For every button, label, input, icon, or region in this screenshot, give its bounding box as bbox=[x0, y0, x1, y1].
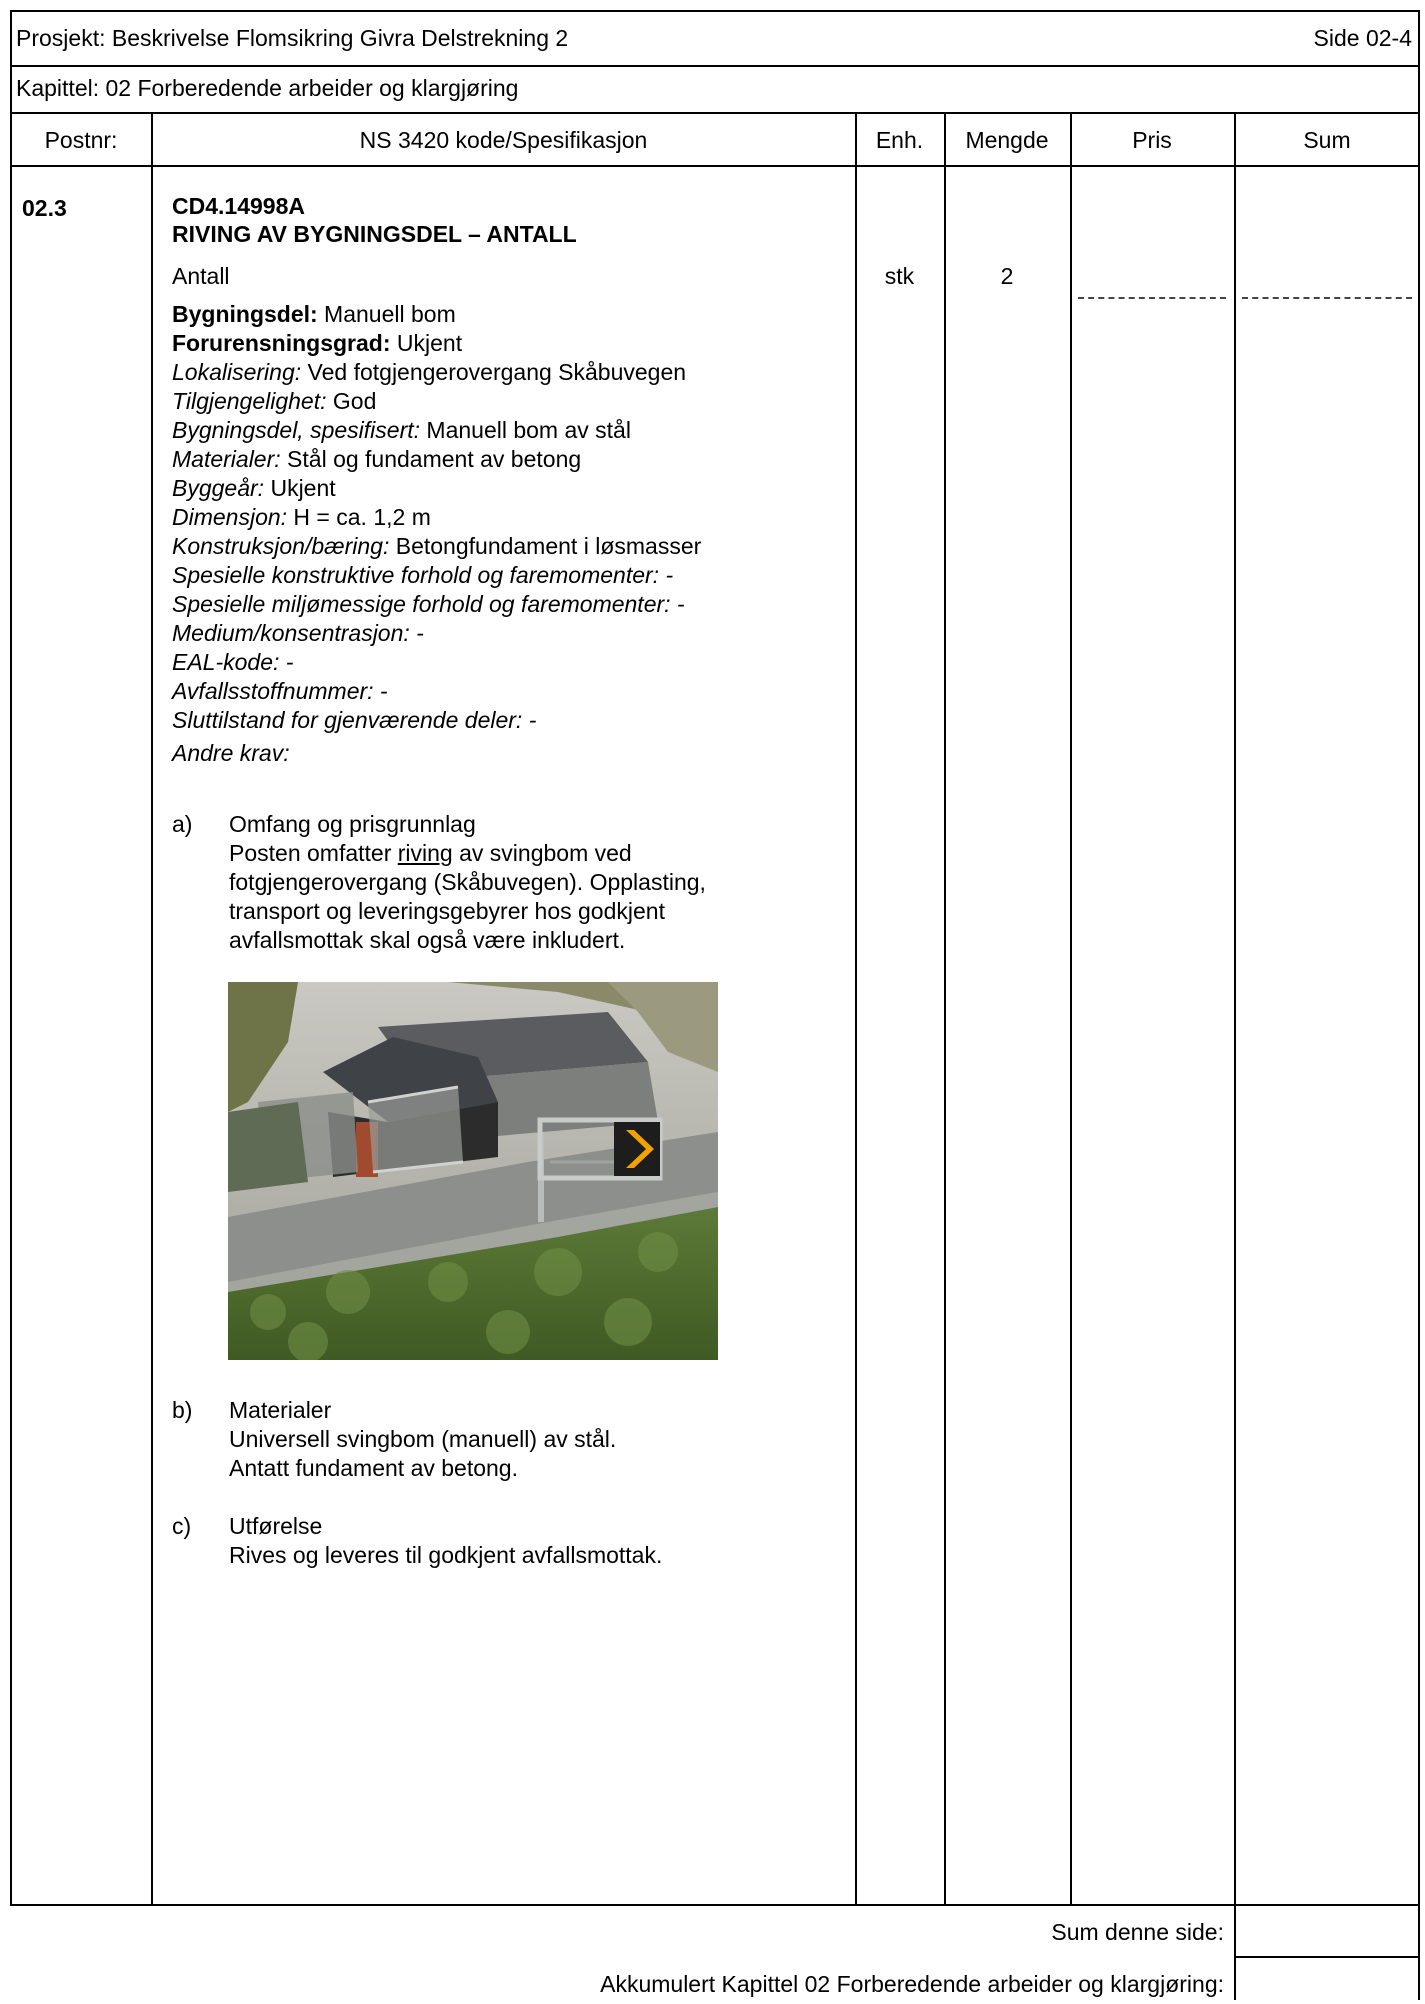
rule-chapter bbox=[10, 112, 1420, 114]
section-a-marker: a) bbox=[172, 811, 193, 837]
price-entry-line bbox=[1078, 297, 1226, 299]
field-avfallsstoffnummer: Avfallsstoffnummer: - bbox=[172, 678, 388, 704]
section-a-line1: Posten omfatter riving av svingbom ved bbox=[229, 840, 632, 866]
rule-columns bbox=[10, 165, 1420, 167]
section-a bbox=[172, 810, 862, 960]
item-title: RIVING AV BYGNINGSDEL – ANTALL bbox=[172, 221, 577, 247]
section-b bbox=[172, 1396, 862, 1496]
spec-fields bbox=[172, 300, 862, 768]
field-bygningsdel: Bygningsdel: Manuell bom bbox=[172, 301, 456, 327]
rule-top bbox=[10, 10, 1420, 12]
field-konstruktive-forhold: Spesielle konstruktive forhold og faremomenter: - bbox=[172, 562, 674, 588]
section-b-heading: Materialer bbox=[229, 1397, 332, 1423]
col-divider-qty bbox=[1070, 112, 1072, 1905]
item-postnr: 02.3 bbox=[22, 195, 67, 221]
field-forurensningsgrad: Forurensningsgrad: Ukjent bbox=[172, 330, 463, 356]
field-dimensjon: Dimensjon: H = ca. 1,2 m bbox=[172, 504, 431, 530]
col-header-sum: Sum bbox=[1303, 127, 1351, 153]
col-header-spec: NS 3420 kode/Spesifikasjon bbox=[359, 127, 648, 153]
section-b-marker: b) bbox=[172, 1397, 193, 1423]
section-a-line3: transport og leveringsgebyrer hos godkjent bbox=[229, 898, 665, 924]
section-a-heading: Omfang og prisgrunnlag bbox=[229, 811, 476, 837]
field-tilgjengelighet: Tilgjengelighet: God bbox=[172, 388, 377, 414]
field-miljomessige-forhold: Spesielle miljømessige forhold og faremomenter: - bbox=[172, 591, 685, 617]
section-c-marker: c) bbox=[172, 1513, 192, 1539]
col-header-postnr: Postnr: bbox=[44, 127, 118, 153]
item-code: CD4.14998A bbox=[172, 193, 305, 219]
page-number: Side 02-4 bbox=[1313, 25, 1412, 51]
field-materialer: Materialer: Stål og fundament av betong bbox=[172, 446, 582, 472]
field-konstruksjon: Konstruksjon/bæring: Betongfundament i løsmasser bbox=[172, 533, 702, 559]
chapter-title: Kapittel: 02 Forberedende arbeider og klargjøring bbox=[16, 75, 519, 101]
col-header-price: Pris bbox=[1132, 127, 1172, 153]
section-c-heading: Utførelse bbox=[229, 1513, 323, 1539]
col-divider-unit bbox=[944, 112, 946, 1905]
section-b-line1: Universell svingbom (manuell) av stål. bbox=[229, 1426, 617, 1452]
field-andre-krav: Andre krav: bbox=[172, 740, 290, 766]
sum-entry-line bbox=[1242, 297, 1412, 299]
rule-left bbox=[10, 10, 12, 1905]
field-sluttilstand: Sluttilstand for gjenværende deler: - bbox=[172, 707, 537, 733]
section-c-line1: Rives og leveres til godkjent avfallsmottak. bbox=[229, 1542, 663, 1568]
section-c bbox=[172, 1512, 862, 1582]
field-bygningsdel-spesifisert: Bygningsdel, spesifisert: Manuell bom av stål bbox=[172, 417, 631, 443]
field-eal-kode: EAL-kode: - bbox=[172, 649, 294, 675]
col-divider-price bbox=[1234, 112, 1236, 2000]
col-divider-postnr bbox=[151, 112, 153, 1905]
field-medium: Medium/konsentrasjon: - bbox=[172, 620, 424, 646]
col-header-qty: Mengde bbox=[965, 127, 1049, 153]
project-title: Prosjekt: Beskrivelse Flomsikring Givra Delstrekning 2 bbox=[16, 25, 569, 51]
sum-page-label: Sum denne side: bbox=[1051, 1919, 1224, 1945]
document-page bbox=[10, 10, 1420, 2000]
field-byggear: Byggeår: Ukjent bbox=[172, 475, 336, 501]
item-qty: 2 bbox=[1000, 263, 1014, 289]
rule-sum-box bbox=[1234, 1956, 1420, 1958]
section-a-line2: fotgjengerovergang (Skåbuvegen). Opplasting, bbox=[229, 869, 706, 895]
item-measure: Antall bbox=[172, 263, 230, 289]
section-b-line2: Antatt fundament av betong. bbox=[229, 1455, 518, 1481]
site-photo bbox=[228, 982, 718, 1360]
field-lokalisering: Lokalisering: Ved fotgjengerovergang Skåbuvegen bbox=[172, 359, 687, 385]
col-header-unit: Enh. bbox=[875, 127, 924, 153]
accumulated-label: Akkumulert Kapittel 02 Forberedende arbeider og klargjøring: bbox=[600, 1971, 1224, 1997]
rule-header bbox=[10, 65, 1420, 67]
rule-right bbox=[1418, 10, 1420, 2000]
section-a-line4: avfallsmottak skal også være inkludert. bbox=[229, 927, 626, 953]
item-unit: stk bbox=[884, 263, 915, 289]
rule-table-bottom bbox=[10, 1904, 1420, 1906]
